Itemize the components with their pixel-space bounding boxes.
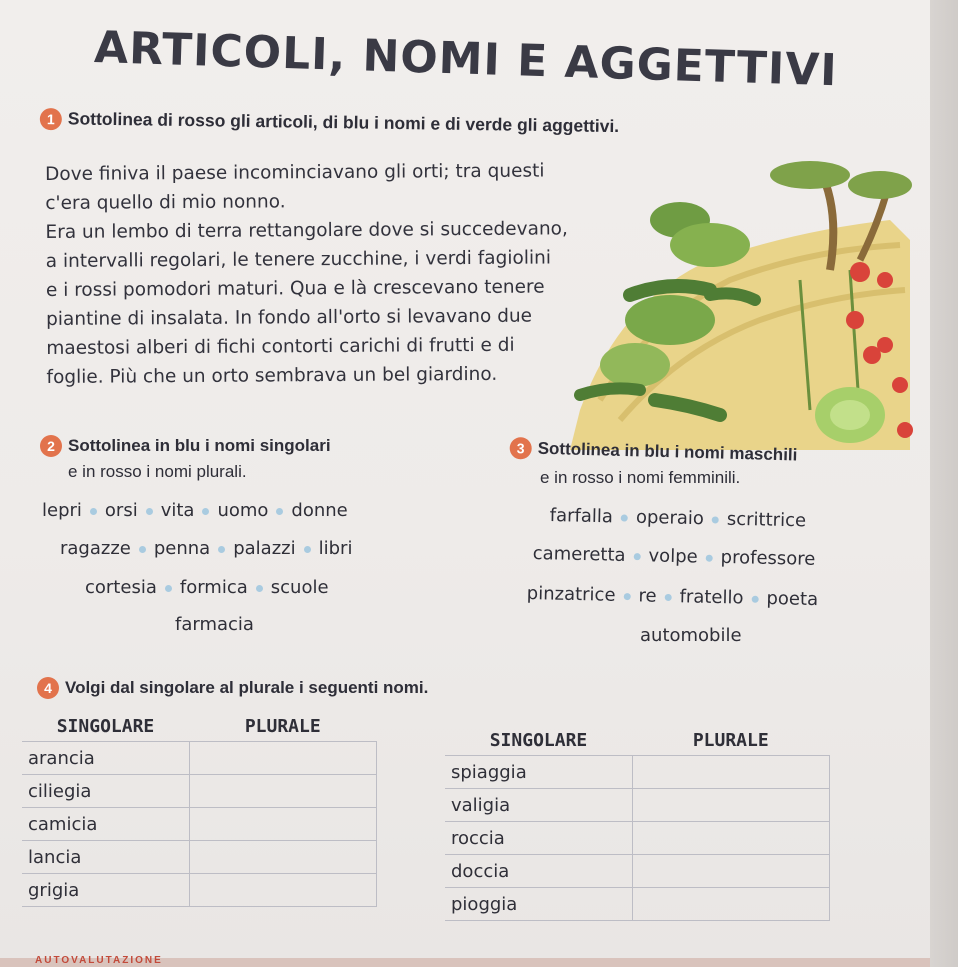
- word[interactable]: cameretta: [532, 543, 626, 566]
- bullet: [256, 585, 263, 592]
- plural-answer-cell[interactable]: [189, 775, 377, 808]
- singular-cell: ciliegia: [22, 775, 189, 808]
- exercise-3-number: 3: [509, 437, 532, 460]
- column-header-plurale: PLURALE: [632, 726, 830, 756]
- page-edge: [930, 0, 958, 967]
- plural-answer-cell[interactable]: [189, 874, 377, 907]
- exercise-2-instruction: [40, 435, 331, 457]
- story-line: foglie. Più che un orto sembrava un bel giardino.: [46, 363, 498, 388]
- garden-illustration: [560, 150, 920, 450]
- bullet: [165, 585, 172, 592]
- singular-cell: roccia: [445, 822, 632, 855]
- word[interactable]: re: [638, 585, 657, 607]
- word[interactable]: ragazze: [60, 538, 131, 559]
- word[interactable]: cortesia: [85, 577, 157, 598]
- table-row: [22, 841, 377, 874]
- word[interactable]: vita: [160, 500, 195, 521]
- story-line: maestosi alberi di fichi contorti carichi di frutti e di: [46, 334, 515, 359]
- story-line: c'era quello di mio nonno.: [45, 191, 286, 214]
- singular-cell: pioggia: [445, 888, 632, 921]
- exercise-4-instruction: [37, 677, 428, 699]
- exercise-4-number: 4: [37, 677, 59, 699]
- singular-cell: camicia: [22, 808, 189, 841]
- word[interactable]: volpe: [648, 545, 698, 568]
- table-row: [22, 742, 377, 775]
- word[interactable]: palazzi: [233, 538, 296, 559]
- column-header-singolare: SINGOLARE: [445, 726, 632, 756]
- word[interactable]: formica: [179, 577, 248, 598]
- exercise-1-text: Sottolinea di rosso gli articoli, di blu i nomi e di verde gli aggettivi.: [67, 108, 620, 137]
- bullet: [706, 554, 713, 561]
- word[interactable]: farfalla: [549, 505, 614, 528]
- word[interactable]: scrittrice: [726, 508, 807, 532]
- exercise-2-number: 2: [40, 435, 62, 457]
- bullet: [621, 514, 628, 521]
- singular-cell: grigia: [22, 874, 189, 907]
- word[interactable]: fratello: [679, 586, 744, 609]
- bullet: [304, 546, 311, 553]
- plural-answer-cell[interactable]: [632, 855, 830, 888]
- exercise-3-text-line1: Sottolinea in blu i nomi maschili: [537, 438, 798, 465]
- exercise-2-text-line2: e in rosso i nomi plurali.: [68, 462, 247, 481]
- footer-label: AUTOVALUTAZIONE: [35, 955, 163, 966]
- table-row: [445, 822, 830, 855]
- word[interactable]: pinzatrice: [526, 583, 616, 606]
- exercise-2-text-line1: Sottolinea in blu i nomi singolari: [68, 436, 331, 455]
- word[interactable]: penna: [153, 538, 211, 559]
- column-header-plurale: PLURALE: [189, 712, 377, 742]
- table-right: [445, 726, 830, 921]
- bullet: [633, 553, 640, 560]
- plural-answer-cell[interactable]: [632, 756, 830, 789]
- exercise-3-text-line2: e in rosso i nomi femminili.: [540, 468, 741, 487]
- story-line: Dove finiva il paese incominciavano gli orti; tra questi: [45, 160, 545, 185]
- column-header-singolare: SINGOLARE: [22, 712, 189, 742]
- singular-cell: spiaggia: [445, 756, 632, 789]
- bullet: [276, 508, 283, 515]
- bullet: [146, 508, 153, 515]
- exercise-2-row-4: [175, 614, 254, 635]
- bullet: [623, 593, 630, 600]
- word[interactable]: automobile: [640, 625, 742, 646]
- bullet: [712, 516, 719, 523]
- exercise-3-row-4: [640, 625, 742, 646]
- table-row: [445, 789, 830, 822]
- bullet: [202, 508, 209, 515]
- plural-answer-cell[interactable]: [632, 822, 830, 855]
- bullet: [218, 546, 225, 553]
- page-title: ARTICOLI, NOMI E AGGETTIVI: [93, 22, 839, 97]
- table-row: [22, 874, 377, 907]
- story-line: e i rossi pomodori maturi. Qua e là crescevano tenere: [45, 276, 545, 301]
- story-line: a intervalli regolari, le tenere zucchine, i verdi fagiolini: [45, 247, 552, 272]
- word[interactable]: uomo: [217, 500, 269, 521]
- plural-answer-cell[interactable]: [189, 742, 377, 775]
- plural-answer-cell[interactable]: [189, 841, 377, 874]
- bullet: [665, 593, 672, 600]
- table-row: [445, 756, 830, 789]
- table-row: [445, 888, 830, 921]
- word[interactable]: lepri: [42, 500, 82, 521]
- word[interactable]: operaio: [635, 506, 705, 530]
- singular-cell: doccia: [445, 855, 632, 888]
- story-line: Era un lembo di terra rettangolare dove si succedevano,: [45, 218, 568, 243]
- word[interactable]: orsi: [104, 500, 138, 521]
- exercise-2-row-3: [85, 577, 329, 598]
- word[interactable]: donne: [291, 500, 348, 521]
- singular-cell: lancia: [22, 841, 189, 874]
- word[interactable]: professore: [720, 546, 816, 570]
- plural-answer-cell[interactable]: [632, 888, 830, 921]
- exercise-2-row-1: [42, 500, 348, 521]
- exercise-1-number: 1: [40, 108, 62, 130]
- word[interactable]: poeta: [766, 588, 819, 611]
- word[interactable]: libri: [318, 538, 353, 559]
- table-row: [445, 855, 830, 888]
- word[interactable]: farmacia: [175, 614, 254, 635]
- exercise-2-row-2: [60, 538, 352, 559]
- table-row: [22, 775, 377, 808]
- singular-cell: valigia: [445, 789, 632, 822]
- story-line: piantine di insalata. In fondo all'orto si levavano due: [46, 305, 533, 330]
- plural-answer-cell[interactable]: [189, 808, 377, 841]
- table-row: [22, 808, 377, 841]
- table-left: [22, 712, 377, 907]
- bullet: [139, 546, 146, 553]
- plural-answer-cell[interactable]: [632, 789, 830, 822]
- bullet: [751, 595, 758, 602]
- word[interactable]: scuole: [270, 577, 329, 598]
- story-text: [45, 156, 647, 392]
- bullet: [90, 508, 97, 515]
- exercise-4-text: Volgi dal singolare al plurale i seguenti nomi.: [65, 678, 429, 697]
- singular-cell: arancia: [22, 742, 189, 775]
